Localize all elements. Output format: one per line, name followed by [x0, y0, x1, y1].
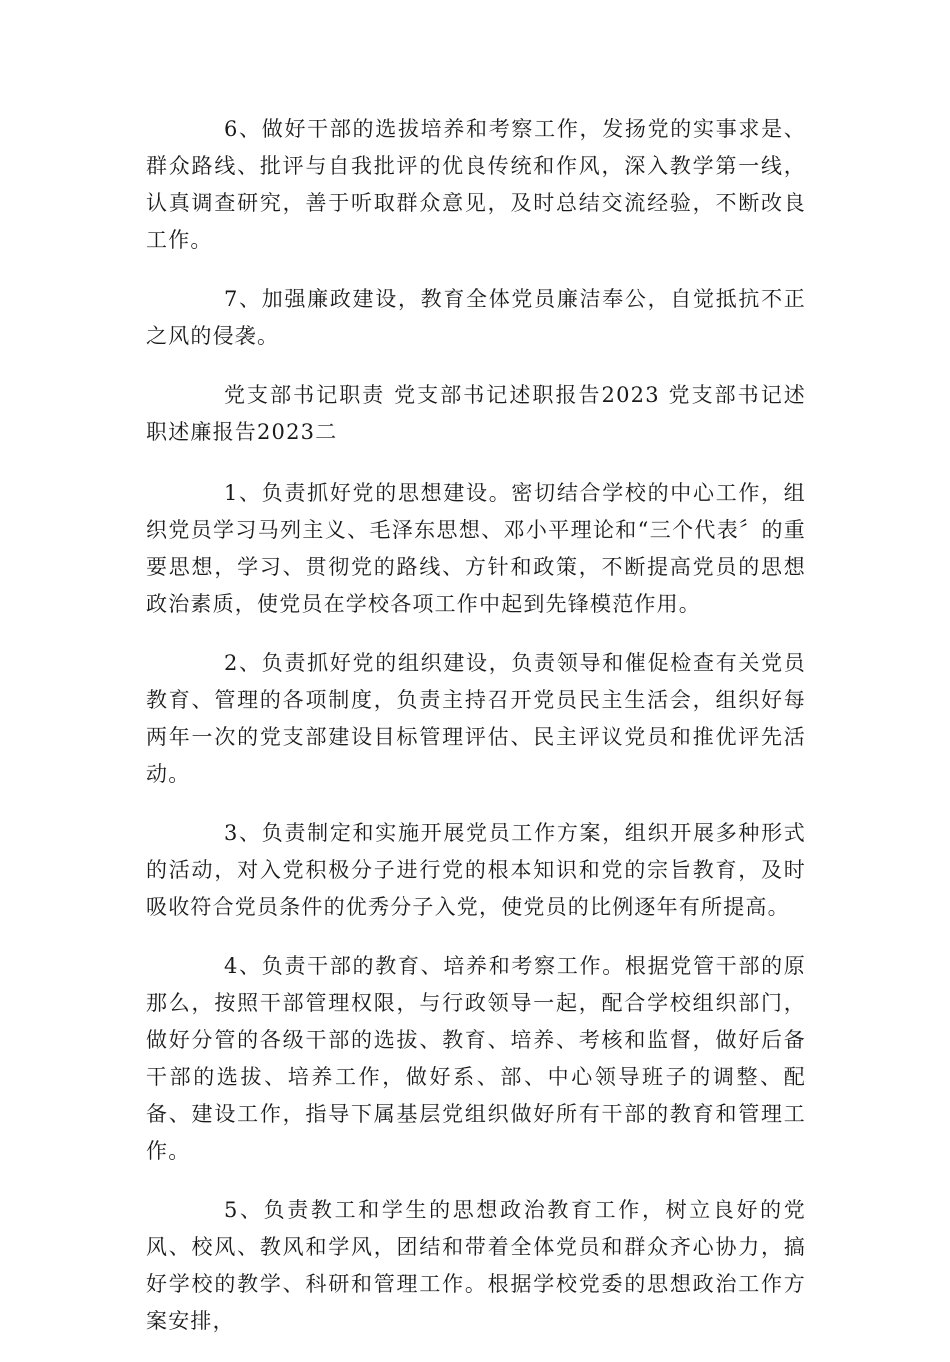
- paragraph-duty-3: 3、负责制定和实施开展党员工作方案，组织开展多种形式的活动，对入党积极分子进行党的根本知识和党的宗旨教育，及时吸收符合党员条件的优秀分子入党，使党员的比例逐年有所提高。: [146, 821, 806, 919]
- paragraph-item-6: 6、做好干部的选拔培养和考察工作，发扬党的实事求是、群众路线、批评与自我批评的优良传统和作风，深入教学第一线，认真调查研究，善于听取群众意见，及时总结交流经验，不断改良工作。: [146, 117, 806, 252]
- paragraph-item-7: 7、加强廉政建设，教育全体党员廉洁奉公，自觉抵抗不正之风的侵袭。: [146, 287, 806, 348]
- document-body: [146, 111, 806, 1362]
- paragraph-duty-1: 1、负责抓好党的思想建设。密切结合学校的中心工作，组织党员学习马列主义、毛泽东思想、邓小平理论和“三个代表〞的重要思想，学习、贯彻党的路线、方针和政策，不断提高党员的思想政治素质，使党员在学校各项工作中起到先锋模范作用。: [146, 481, 806, 616]
- paragraph-duty-5: 5、负责教工和学生的思想政治教育工作，树立良好的党风、校风、教风和学风，团结和带着全体党员和群众齐心协力，搞好学校的教学、科研和管理工作。根据学校党委的思想政治工作方案安排，: [146, 1198, 806, 1333]
- section-heading: 党支部书记职责 党支部书记述职报告2023 党支部书记述职述廉报告2023二: [146, 383, 806, 444]
- paragraph-duty-2: 2、负责抓好党的组织建设，负责领导和催促检查有关党员教育、管理的各项制度，负责主持召开党员民主生活会，组织好每两年一次的党支部建设目标管理评估、民主评议党员和推优评先活动。: [146, 651, 806, 786]
- paragraph-duty-4: 4、负责干部的教育、培养和考察工作。根据党管干部的原那么，按照干部管理权限，与行政领导一起，配合学校组织部门，做好分管的各级干部的选拔、教育、培养、考核和监督，做好后备干部的选拔、培养工作，做好系、部、中心领导班子的调整、配备、建设工作，指导下属基层党组织做好所有干部的教育和管理工作。: [146, 954, 806, 1163]
